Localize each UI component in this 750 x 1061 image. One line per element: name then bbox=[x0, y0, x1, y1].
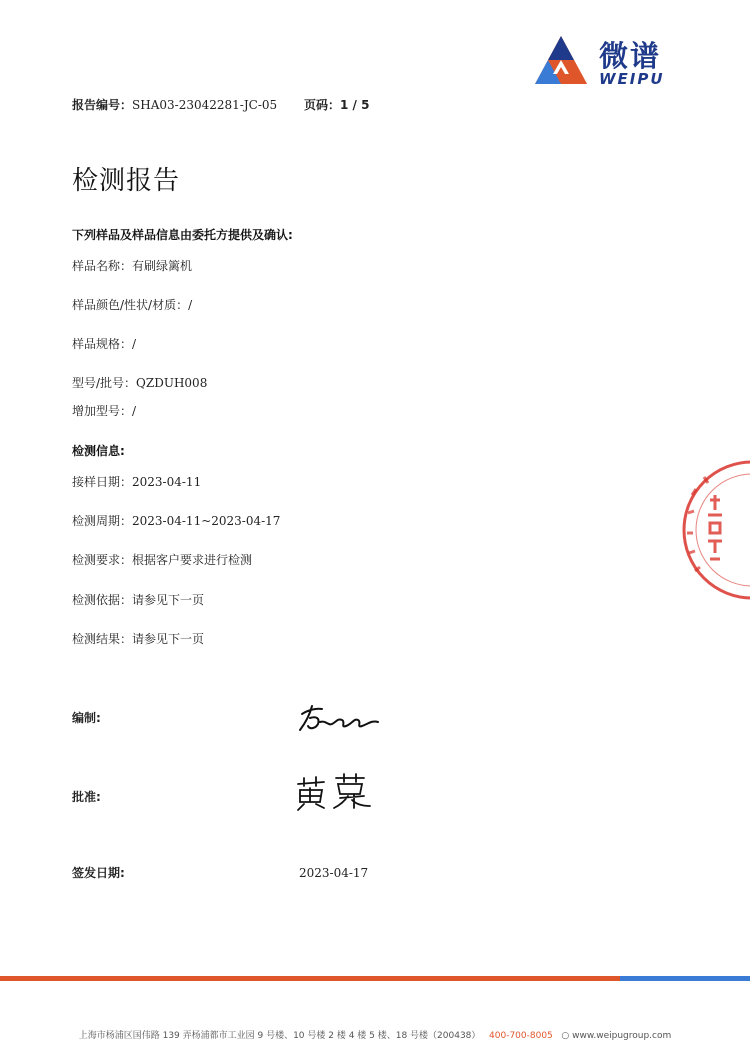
sample-model-row bbox=[72, 374, 207, 391]
field-label: 检测依据： bbox=[72, 593, 133, 607]
field-value: 请参见下一页 bbox=[132, 593, 205, 607]
report-number-label: 报告编号： bbox=[72, 98, 133, 112]
test-result-row bbox=[72, 630, 204, 647]
field-value: 有刷绿篱机 bbox=[132, 259, 193, 273]
field-value: 2023-04-11 bbox=[132, 475, 202, 489]
footer-hotline: 400-700-8005 bbox=[489, 1031, 553, 1041]
approved-by-label: 批准: bbox=[72, 790, 101, 804]
field-value: 根据客户要求进行检测 bbox=[132, 553, 253, 567]
test-period-row bbox=[72, 512, 280, 529]
test-basis-row bbox=[72, 591, 204, 608]
receive-date-row bbox=[72, 473, 201, 490]
field-value: / bbox=[132, 337, 137, 351]
footer-contact bbox=[0, 1028, 750, 1041]
field-value: 请参见下一页 bbox=[132, 632, 205, 646]
logo-text-cn: 微谱 bbox=[599, 39, 662, 73]
issue-date-value: 2023-04-17 bbox=[299, 866, 369, 880]
footer-address: 上海市杨浦区国伟路 139 弄杨浦都市工业园 9 号楼、10 号楼 2 楼 4 楼 5 楼、18 号楼（200438） bbox=[78, 1031, 481, 1041]
field-value: / bbox=[188, 298, 193, 312]
field-label: 型号/批号： bbox=[72, 376, 137, 390]
prepared-by-label: 编制: bbox=[72, 711, 101, 725]
page-number-value: 1 / 5 bbox=[340, 98, 370, 112]
field-label: 检测要求： bbox=[72, 553, 133, 567]
test-info-heading: 检测信息: bbox=[72, 444, 125, 458]
page-title: 检测报告 bbox=[72, 166, 181, 196]
field-label: 接样日期： bbox=[72, 475, 133, 489]
sample-color-row bbox=[72, 296, 192, 313]
footer-divider-red bbox=[0, 976, 620, 981]
footer-website: www.weipugroup.com bbox=[572, 1031, 672, 1041]
field-label: 样品颜色/性状/材质： bbox=[72, 298, 189, 312]
field-value: / bbox=[132, 404, 137, 418]
field-label: 样品规格： bbox=[72, 337, 133, 351]
issue-date-label: 签发日期: bbox=[72, 866, 125, 880]
logo-mark-icon bbox=[533, 34, 589, 90]
sample-name-row bbox=[72, 257, 192, 274]
field-label: 样品名称： bbox=[72, 259, 133, 273]
field-label: 增加型号： bbox=[72, 404, 133, 418]
field-value: QZDUH008 bbox=[136, 376, 208, 390]
sample-intro: 下列样品及样品信息由委托方提供及确认: bbox=[72, 228, 293, 242]
field-value: 2023-04-11~2023-04-17 bbox=[132, 514, 281, 528]
globe-icon: ○ bbox=[561, 1031, 570, 1041]
field-label: 检测周期： bbox=[72, 514, 133, 528]
test-requirement-row bbox=[72, 551, 252, 568]
sample-extra-model-row bbox=[72, 402, 136, 419]
logo-text-en: WEIPU bbox=[599, 70, 665, 88]
page-number bbox=[304, 96, 369, 113]
approved-signature bbox=[294, 772, 378, 812]
prepared-signature bbox=[298, 700, 382, 734]
report-number-value: SHA03-23042281-JC-05 bbox=[132, 98, 278, 112]
company-logo bbox=[533, 34, 673, 90]
report-number bbox=[72, 96, 277, 113]
page-number-label: 页码： bbox=[304, 98, 341, 112]
field-label: 检测结果： bbox=[72, 632, 133, 646]
company-seal bbox=[680, 455, 750, 605]
sample-spec-row bbox=[72, 335, 136, 352]
